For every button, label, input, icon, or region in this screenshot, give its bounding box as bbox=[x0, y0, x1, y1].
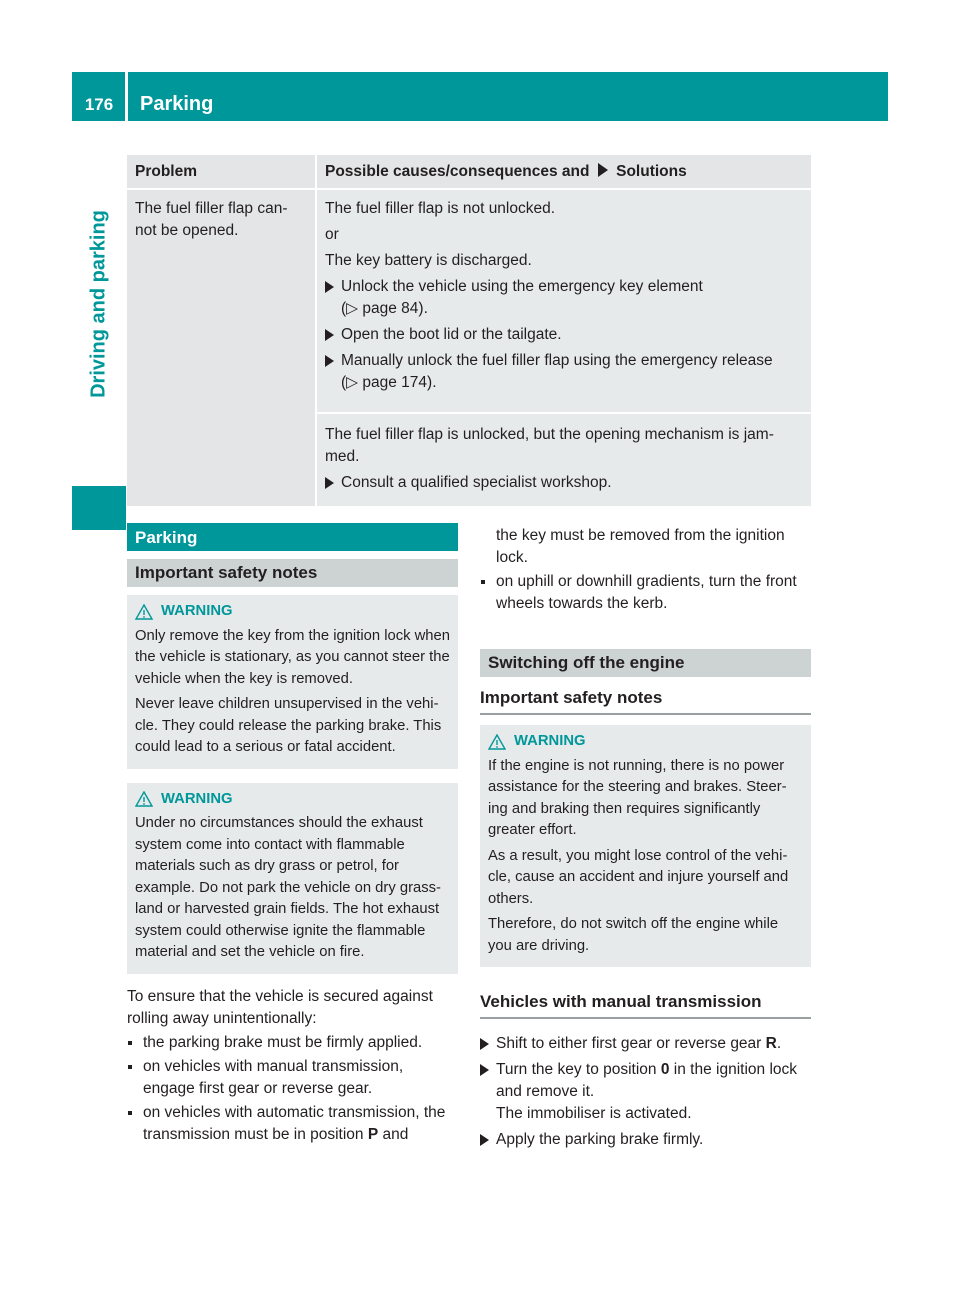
list-item-continued bbox=[480, 525, 811, 569]
list-item bbox=[127, 1102, 458, 1146]
cause-text: The key battery is discharged. bbox=[325, 252, 532, 269]
instruction-step bbox=[480, 1059, 811, 1125]
column-header-problem: Problem bbox=[127, 155, 316, 189]
list-text: on vehicles with manual transmission, engage first gear or reverse gear. bbox=[143, 1057, 404, 1097]
solution-step bbox=[325, 350, 803, 394]
table-row bbox=[127, 189, 811, 413]
list-text: on vehicles with automatic transmission, the transmission must be in position bbox=[143, 1103, 446, 1143]
body-text: To ensure that the vehicle is secured against rolling away unintentionally: bbox=[127, 987, 433, 1027]
warning-box bbox=[127, 595, 458, 769]
warning-triangle-icon bbox=[488, 734, 506, 750]
side-tab-label: Driving and parking bbox=[87, 209, 110, 398]
solution-step bbox=[325, 276, 803, 320]
bullet-icon bbox=[128, 1041, 132, 1045]
column-header-solutions bbox=[316, 155, 811, 189]
list-item bbox=[127, 1056, 458, 1100]
arrow-icon bbox=[325, 281, 334, 293]
troubleshooting-table bbox=[127, 155, 811, 506]
gear-label: R bbox=[765, 1035, 777, 1052]
side-tab bbox=[72, 121, 126, 486]
warning-box bbox=[127, 783, 458, 974]
arrow-icon bbox=[480, 1038, 489, 1050]
arrow-icon bbox=[325, 355, 334, 367]
step-text: Shift to either first gear or reverse gear bbox=[496, 1035, 762, 1052]
subsection-heading-switching-off: Switching off the engine bbox=[480, 649, 811, 677]
warning-title bbox=[488, 731, 803, 753]
cause-text: The fuel filler flap is unlocked, but the opening mechanism is jam- med. bbox=[325, 426, 774, 465]
subsection-heading-manual-transmission: Vehicles with manual transmission bbox=[480, 991, 811, 1019]
cause-text: The fuel filler flap is not unlocked. bbox=[325, 200, 556, 217]
list-text: the key must be removed from the ignition lock. bbox=[496, 527, 785, 566]
left-column bbox=[127, 523, 458, 1148]
problem-cell bbox=[127, 189, 316, 506]
page-reference: (▷ page 84). bbox=[341, 300, 428, 317]
column-header-solutions-text-2: Solutions bbox=[616, 162, 687, 180]
solution-cell-2 bbox=[316, 413, 811, 506]
arrow-icon bbox=[325, 329, 334, 341]
key-position-label: 0 bbox=[660, 1061, 670, 1078]
section-heading-parking: Parking bbox=[127, 523, 458, 551]
list-text: the parking brake must be firmly applied. bbox=[143, 1033, 423, 1051]
warning-label: WARNING bbox=[161, 603, 233, 619]
warning-label: WARNING bbox=[514, 733, 586, 749]
warning-label: WARNING bbox=[161, 790, 233, 807]
bullet-icon bbox=[128, 1111, 132, 1115]
list-item bbox=[480, 571, 811, 615]
step-text: . bbox=[776, 1035, 782, 1052]
subsection-heading-safety-2: Important safety notes bbox=[480, 687, 811, 715]
arrow-icon bbox=[480, 1064, 489, 1076]
warning-title bbox=[135, 789, 450, 811]
header-divider bbox=[125, 72, 128, 121]
bullet-icon bbox=[128, 1065, 132, 1069]
step-text: in the ignition lock and remove it. bbox=[496, 1061, 798, 1100]
subsection-heading-safety: Important safety notes bbox=[127, 559, 458, 587]
arrow-icon bbox=[325, 477, 334, 489]
solution-step bbox=[325, 324, 803, 346]
bullet-icon bbox=[481, 580, 485, 584]
side-tab-marker bbox=[72, 486, 126, 530]
arrow-icon bbox=[480, 1134, 489, 1146]
list-text: and bbox=[382, 1125, 409, 1143]
right-column bbox=[480, 523, 811, 1155]
result-text: The immobiliser is activated. bbox=[496, 1105, 692, 1122]
page-reference: (▷ page 174). bbox=[341, 374, 437, 391]
warning-box bbox=[480, 725, 811, 967]
step-text: Unlock the vehicle using the emergency key element bbox=[341, 278, 703, 295]
step-text: Turn the key to position bbox=[496, 1061, 657, 1078]
arrow-icon bbox=[598, 163, 608, 177]
list-text: on uphill or downhill gradients, turn the front wheels towards the kerb. bbox=[496, 573, 797, 612]
step-text: Open the boot lid or the tailgate. bbox=[341, 326, 562, 343]
warning-triangle-icon bbox=[135, 604, 153, 620]
step-text: Consult a qualified specialist workshop. bbox=[341, 474, 612, 491]
warning-title bbox=[135, 601, 450, 623]
instruction-step bbox=[480, 1033, 811, 1055]
warning-triangle-icon bbox=[135, 791, 153, 807]
step-text: Apply the parking brake firmly. bbox=[496, 1131, 704, 1148]
warning-text: As a result, you might lose control of the vehi- cle, cause an accident and injure yourself and others. bbox=[488, 847, 789, 907]
list-item bbox=[127, 1032, 458, 1054]
running-title: Parking bbox=[140, 93, 214, 115]
solution-step bbox=[325, 472, 803, 494]
page-number: 176 bbox=[84, 95, 114, 114]
warning-text: Never leave children unsupervised in the vehi- cle. They could release the parking brake. This could lead to a serious or fatal accident. bbox=[135, 696, 442, 755]
problem-text: The fuel filler flap can- not be opened. bbox=[135, 200, 288, 239]
column-header-solutions-text: Possible causes/consequences and bbox=[325, 162, 590, 180]
warning-text: Only remove the key from the ignition lock when the vehicle is stationary, as you cannot steer the vehicle when the key is removed. bbox=[135, 627, 450, 687]
cause-text: or bbox=[325, 226, 339, 243]
warning-text: Therefore, do not switch off the engine while you are driving. bbox=[488, 916, 779, 954]
warning-text: If the engine is not running, there is no power assistance for the steering and brakes. Steer- ing and braking then requires significantly greater effort. bbox=[488, 757, 787, 838]
position-label: P bbox=[367, 1125, 379, 1143]
warning-text: Under no circumstances should the exhaust system come into contact with flammable materials such as dry grass or petrol, for example. Do not park the vehicle on dry grass- land or harvested grain fields. The hot exhaust system could otherwise ignite the flammable material and set the vehicle on fire. bbox=[135, 815, 441, 960]
instruction-step bbox=[480, 1129, 811, 1151]
table-header-row bbox=[127, 155, 811, 189]
step-text: Manually unlock the fuel filler flap using the emergency release bbox=[341, 352, 773, 369]
solution-cell-1 bbox=[316, 189, 811, 413]
